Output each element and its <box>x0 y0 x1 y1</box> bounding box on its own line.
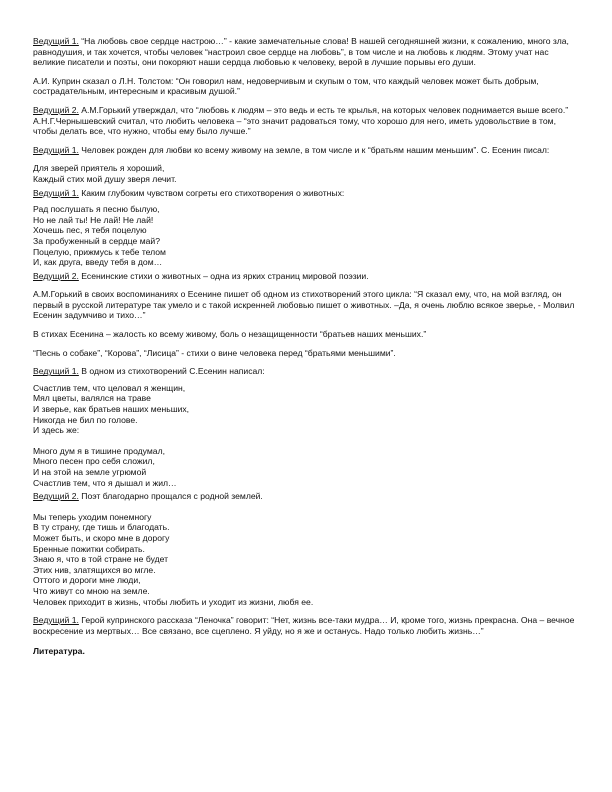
poem-line: Счастлив тем, что я дышал и жил… <box>33 477 177 488</box>
speaker-label: Ведущий 2. <box>33 104 79 115</box>
poem-line: Счастлив тем, что целовал я женщин, <box>33 382 186 393</box>
poem-line: И зверье, как братьев наших меньших, <box>33 404 190 415</box>
poem-line: Никогда не бил по голове. <box>33 414 138 425</box>
poem-line: Мял цветы, валялся на траве <box>33 393 151 404</box>
poem-stanza-5 <box>33 512 581 597</box>
poem-line: За пробуженный в сердце май? <box>33 235 160 246</box>
poem-line: И на этой на земле угрюмой <box>33 467 147 477</box>
paragraph-gorky <box>33 105 581 137</box>
paragraph-intro <box>33 36 581 68</box>
poem-line: И здесь же: <box>33 425 80 436</box>
speaker-label: Ведущий 1. <box>33 366 79 377</box>
poem-stanza-3 <box>33 383 581 436</box>
document-page <box>33 36 581 657</box>
poem-line: И, как друга, введу тебя в дом… <box>33 257 163 268</box>
poem-line: Каждый стих мой душу зверя лечит. <box>33 173 177 184</box>
paragraph-text: Человек рожден для любви ко всему живому на земле, в том числе и к “братьям нашим меньшим”. С. Есенин писал: <box>81 144 550 155</box>
poem-line: Поцелую, прижмусь к тебе телом <box>33 246 166 257</box>
paragraph-text: “На любовь свое сердце настрою…” - какие замечательные слова! В нашей сегодняшней жизни, к сожалению, много зла, равнодушия, и так хочется, чтобы человек “настроил свое сердце на любовь”, в том числе и на любовь к людям. Этому учат нас великие писатели и поэты, они покоряют наши сердца любовью к человеку, верой в лучшие порывы его души. <box>33 36 569 68</box>
poem-line: Знаю я, что в той стране не будет <box>33 554 169 565</box>
paragraph-text: Поэт благодарно прощался с родной землей. <box>81 491 263 502</box>
literature-heading: Литература. <box>33 646 85 657</box>
paragraph-world-poetry <box>33 271 581 282</box>
poem-line: Что живут со мною на земле. <box>33 585 150 596</box>
paragraph-text: А.М.Горький утверждал, что “любовь к людям – это ведь и есть те крылья, на которых человек поднимается выше всего.” А.Н.Г.Чернышевский считал, что любить человека – “это значит радоваться тому, что хорошо для него, иметь удовольствие в том, чтобы делать все, что нужно, чтобы ему было лучше.” <box>33 104 569 137</box>
speaker-label: Ведущий 1. <box>33 187 79 198</box>
paragraph-gorky-memoirs: А.М.Горький в своих воспоминаниях о Есенине пишет об одном из стихотворений этого цикла: “Я сказал ему, что, на мой взгляд, он первый в русской литературе так умело и с такой искренней любовью пишет о животных. –Да, я очень люблю всякое зверье, - Молвил Есенин задумчиво и тихо…” <box>33 289 575 321</box>
poem-line: Рад послушать я песню былую, <box>33 204 160 215</box>
poem-line: Этих нив, златящихся во мгле. <box>33 564 156 575</box>
paragraph-pity: В стихах Есенина – жалость ко всему живому, боль о незащищенности “братьев наших меньших.” <box>33 329 427 340</box>
paragraph-feeling <box>33 188 581 199</box>
paragraph-love-life: Человек приходит в жизнь, чтобы любить и уходит из жизни, любя ее. <box>33 596 314 607</box>
poem-line: Хочешь пес, я тебя поцелую <box>33 225 147 236</box>
poem-stanza-4 <box>33 446 581 488</box>
speaker-label: Ведущий 2. <box>33 270 79 281</box>
poem-line: Мы теперь уходим понемногу <box>33 511 152 522</box>
paragraph-kuprin: А.И. Куприн сказал о Л.Н. Толстом: “Он говорил нам, недоверчивым и скупым о том, что каждый человек может быть добрым, сострадательным, интересным и красивым душой.” <box>33 75 539 97</box>
poem-line: Может быть, и скоро мне в дорогу <box>33 532 170 543</box>
paragraph-farewell <box>33 491 581 502</box>
speaker-label: Ведущий 1. <box>33 144 79 155</box>
paragraph-text: Каким глубоким чувством согреты его стихотворения о животных: <box>81 187 345 198</box>
poem-line: Но не лай ты! Не лай! Не лай! <box>33 214 154 225</box>
paragraph-text: В одном из стихотворений С.Есенин написал: <box>81 366 265 377</box>
poem-stanza-1 <box>33 163 581 184</box>
paragraph-esenin-intro <box>33 145 581 156</box>
paragraph-text: Герой купринского рассказа “Леночка” говорит: “Нет, жизнь все-таки мудра… И, кроме того, жизнь прекрасна. Она – вечное воскресение из мертвых… Все связано, все сцеплено. Я уйду, но я же и останусь. Надо только любить жизнь…” <box>33 615 575 636</box>
poem-line: Бренные пожитки собирать. <box>33 543 145 554</box>
speaker-label: Ведущий 1. <box>33 36 79 46</box>
paragraph-one-poem <box>33 366 581 377</box>
poem-line: В ту страну, где тишь и благодать. <box>33 522 170 533</box>
poem-line: Много песен про себя сложил, <box>33 456 155 467</box>
speaker-label: Ведущий 2. <box>33 491 79 502</box>
poem-line: Много дум я в тишине продумал, <box>33 445 165 456</box>
paragraph-lenochka <box>33 615 581 636</box>
poem-line: Оттого и дороги мне люди, <box>33 575 141 586</box>
paragraph-text: Есенинские стихи о животных – одна из ярких страниц мировой поэзии. <box>81 270 369 281</box>
poem-line: Для зверей приятель я хороший, <box>33 163 165 174</box>
paragraph-poems-list: “Песнь о собаке”, “Корова”, “Лисица” - стихи о вине человека перед “братьями меньшими”. <box>33 347 396 358</box>
speaker-label: Ведущий 1. <box>33 615 79 626</box>
poem-stanza-2 <box>33 204 581 268</box>
